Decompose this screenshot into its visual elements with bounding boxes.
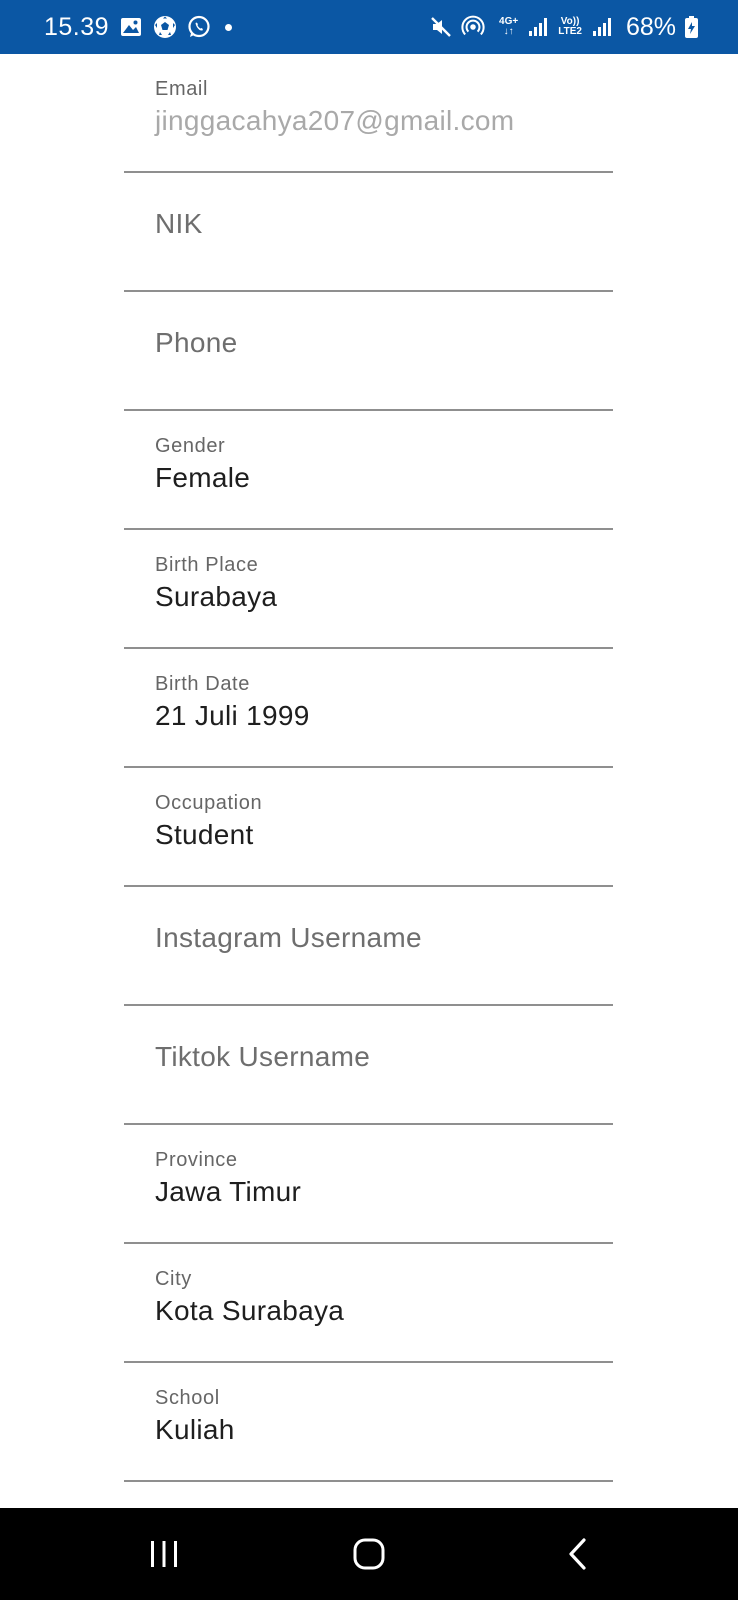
gender-field[interactable] <box>124 411 613 530</box>
field-value: Kota Surabaya <box>155 1295 345 1326</box>
hotspot-icon <box>461 15 485 39</box>
field-placeholder: Phone <box>155 327 238 358</box>
battery-icon <box>684 15 698 39</box>
birth-date-field[interactable] <box>124 649 613 768</box>
field-value: 21 Juli 1999 <box>155 700 310 731</box>
field-placeholder: NIK <box>155 208 203 239</box>
instagram-username-field[interactable] <box>124 887 613 1006</box>
field-placeholder: Instagram Username <box>155 922 422 953</box>
city-field[interactable] <box>124 1244 613 1363</box>
tiktok-username-field[interactable] <box>124 1006 613 1125</box>
back-button[interactable] <box>542 1508 614 1600</box>
soccer-ball-icon <box>153 15 177 39</box>
navigation-bar <box>0 1508 738 1600</box>
field-label: Email <box>155 78 209 100</box>
network-type-1: 4G+ <box>499 16 519 27</box>
school-field[interactable] <box>124 1363 613 1482</box>
field-value: Jawa Timur <box>155 1176 302 1207</box>
phone-field[interactable] <box>124 292 613 411</box>
network-indicator-1 <box>499 17 518 37</box>
whatsapp-icon <box>187 15 211 39</box>
back-icon <box>565 1537 591 1571</box>
email-value: jinggacahya207@gmail.com <box>155 105 515 136</box>
signal-icon <box>526 15 550 39</box>
status-bar-right <box>429 0 698 54</box>
field-placeholder: Tiktok Username <box>155 1041 371 1072</box>
lte2-label: LTE2 <box>558 26 582 37</box>
status-time: 15.39 <box>44 12 110 41</box>
field-label: School <box>155 1387 220 1409</box>
field-value: Kuliah <box>155 1414 235 1445</box>
occupation-field[interactable] <box>124 768 613 887</box>
volte-label: Vo)) <box>560 16 580 27</box>
home-button[interactable] <box>333 1508 405 1600</box>
province-field[interactable] <box>124 1125 613 1244</box>
profile-form <box>0 54 738 1508</box>
status-bar-left <box>44 0 232 54</box>
birth-place-field[interactable] <box>124 530 613 649</box>
nik-field[interactable] <box>124 173 613 292</box>
field-value: Surabaya <box>155 581 278 612</box>
mute-icon <box>429 15 453 39</box>
field-label: Birth Date <box>155 673 250 695</box>
email-field[interactable] <box>124 54 613 173</box>
field-label: Occupation <box>155 792 263 814</box>
home-icon <box>352 1537 386 1571</box>
signal-icon <box>590 15 614 39</box>
recent-apps-icon <box>148 1539 180 1569</box>
gallery-icon <box>119 15 143 39</box>
field-value: Student <box>155 819 254 850</box>
field-label: City <box>155 1268 192 1290</box>
field-label: Province <box>155 1149 238 1171</box>
recent-apps-button[interactable] <box>128 1508 200 1600</box>
field-label: Birth Place <box>155 554 259 576</box>
battery-percentage: 68% <box>625 12 676 41</box>
field-label: Gender <box>155 435 226 457</box>
notification-dot <box>225 24 232 31</box>
data-arrows-icon: ↓↑ <box>503 26 514 37</box>
field-value: Female <box>155 462 251 493</box>
network-indicator-2 <box>558 17 582 37</box>
status-bar <box>0 0 738 54</box>
